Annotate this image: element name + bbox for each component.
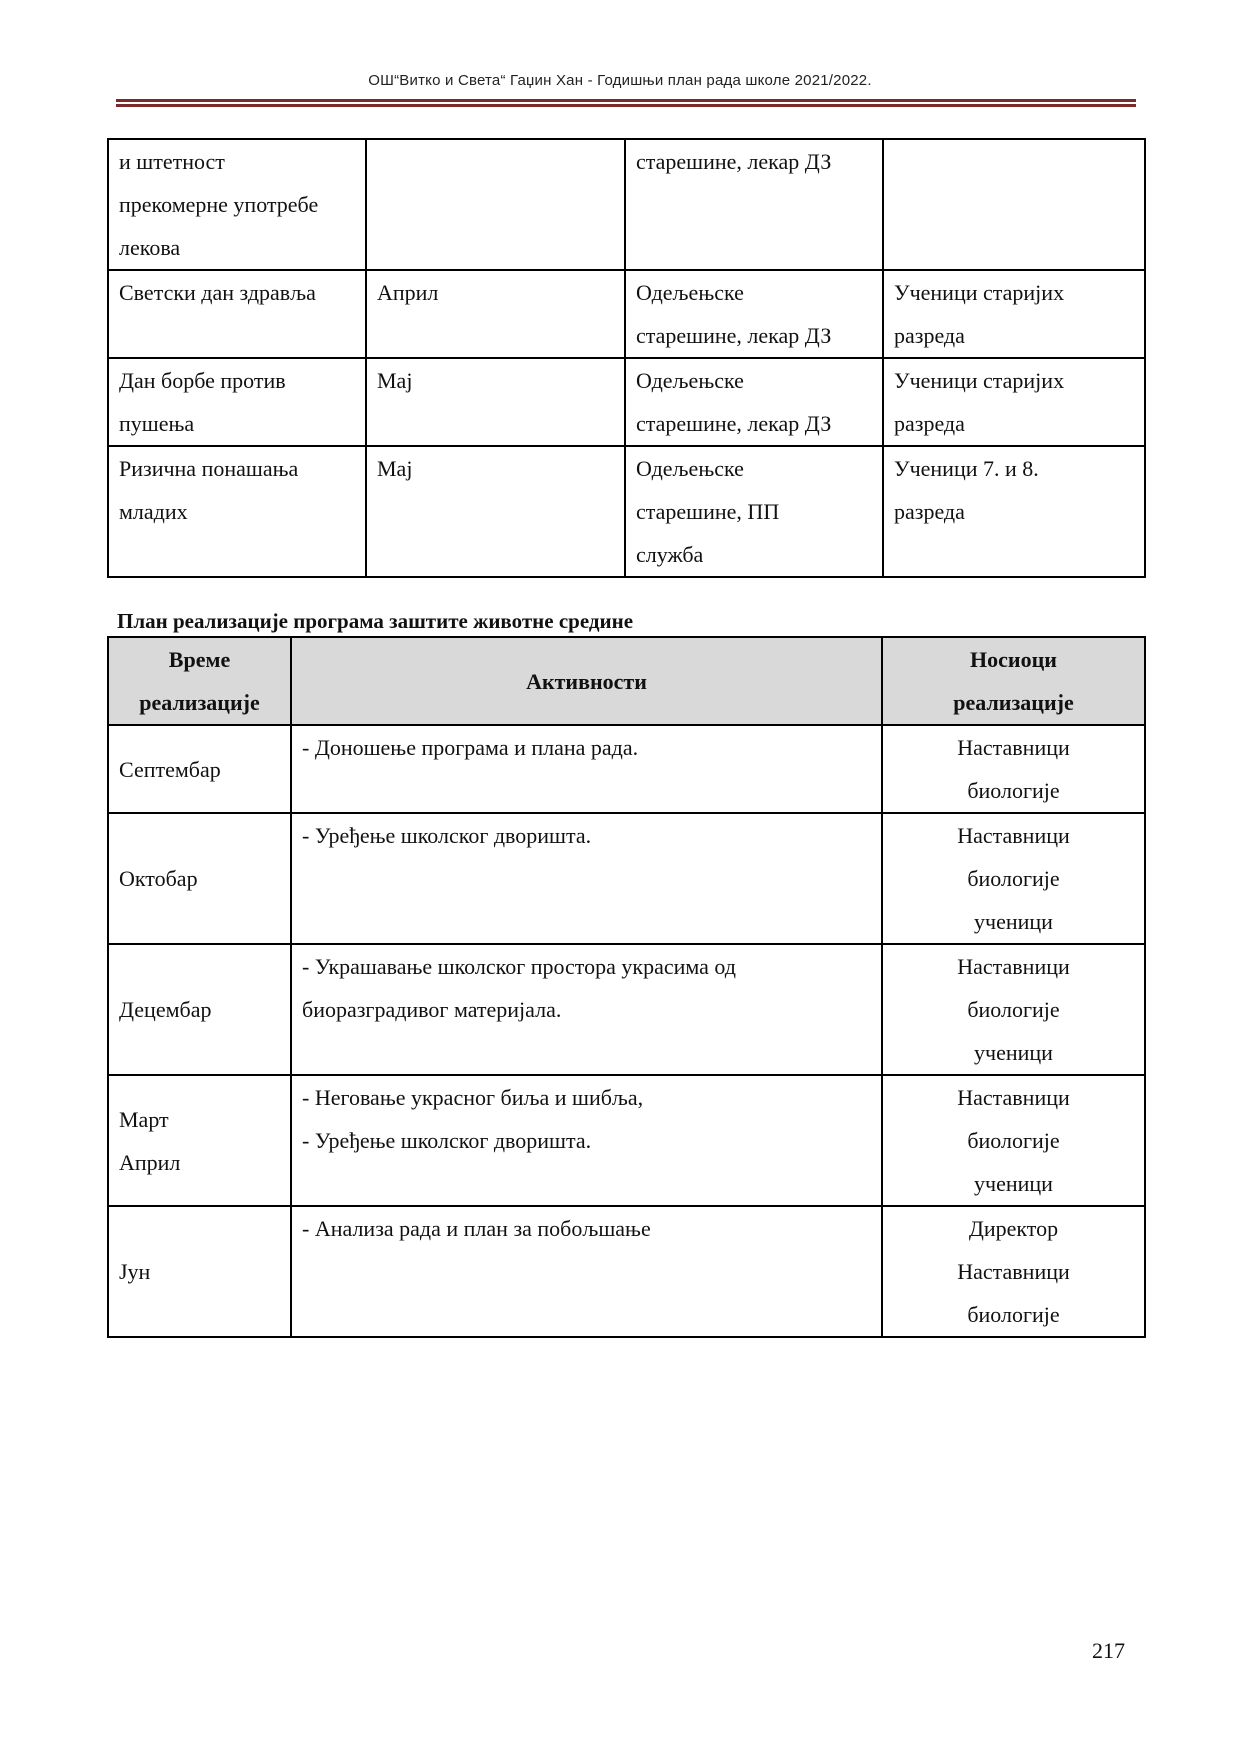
table-cell-activities (291, 813, 882, 944)
cell-text-line: Децембар (119, 997, 212, 1022)
table-cell-activities (291, 725, 882, 813)
cell-text-line: Дан борбе против (119, 368, 286, 393)
header-text-line: Носиоци (970, 647, 1057, 672)
cell-text-line: Наставници (957, 1259, 1070, 1284)
cell-text-line: разреда (894, 499, 965, 524)
table-row (108, 725, 1145, 813)
table-row (108, 446, 1145, 577)
header-text-line: Време (168, 647, 231, 672)
cell-text-line: служба (636, 542, 704, 567)
table-cell-time (108, 813, 291, 944)
table-row (108, 1206, 1145, 1337)
cell-text-line: биологије (967, 866, 1060, 891)
table-cell-col1 (108, 139, 366, 270)
cell-text-line: Наставници (957, 954, 1070, 979)
cell-text-line: Април (377, 280, 439, 305)
header-rule-top (116, 99, 1136, 102)
cell-text-line: - Анализа рада и план за побољшање (302, 1216, 651, 1241)
cell-text-line: - Уређење школског дворишта. (302, 823, 592, 848)
cell-text-line: Април (119, 1149, 181, 1175)
cell-text-line: Одељењске (636, 280, 744, 305)
cell-text-line: Октобар (119, 866, 198, 891)
cell-text-line: ученици (974, 1040, 1053, 1065)
table-cell-col1 (108, 358, 366, 446)
table-cell-activities (291, 1075, 882, 1206)
cell-text-line: - Уређење школског дворишта. (302, 1128, 592, 1153)
table-cell-time (108, 1075, 291, 1206)
cell-text-line: и штетност (119, 149, 225, 174)
table-row (108, 813, 1145, 944)
cell-text-line: Наставници (957, 823, 1070, 848)
cell-text-line: младих (119, 499, 188, 524)
table-cell-col1 (108, 446, 366, 577)
table-row (108, 944, 1145, 1075)
cell-text-line: - Доношење програма и плана рада. (302, 735, 639, 760)
cell-text-line: Светски дан здравља (119, 280, 316, 305)
table-cell-col3 (625, 270, 883, 358)
cell-text-line: биологије (967, 1128, 1060, 1153)
cell-text-line: Одељењске (636, 456, 744, 481)
table-cell-col4 (883, 270, 1145, 358)
cell-text-line: биологије (967, 1302, 1060, 1327)
table-row (108, 139, 1145, 270)
page-header-title: ОШ“Витко и Света“ Гаџин Хан - Годишњи план рада школе 2021/2022. (368, 72, 872, 89)
cell-text-line: разреда (894, 323, 965, 348)
cell-text-line: Ученици старијих (894, 368, 1065, 393)
page-number: 217 (1092, 1638, 1125, 1663)
table-cell-carriers (882, 813, 1145, 944)
section-title: План реализације програма заштите животне средине (117, 609, 634, 633)
table-row (108, 270, 1145, 358)
cell-text-line: ученици (974, 909, 1053, 934)
cell-text-line: Јун (119, 1259, 151, 1284)
table-cell-carriers (882, 725, 1145, 813)
table-cell-time (108, 944, 291, 1075)
cell-text-line: Ризична понашања (119, 456, 299, 481)
table-cell-carriers (882, 1206, 1145, 1337)
cell-text-line: биоразградивог материјала. (302, 997, 562, 1022)
cell-text-line: прекомерне употребе (119, 192, 319, 217)
header-carriers (882, 637, 1145, 725)
table-row (108, 1075, 1145, 1206)
cell-text-line: биологије (967, 997, 1060, 1022)
cell-text-line: старешине, ПП (636, 499, 780, 524)
cell-text-line: разреда (894, 411, 965, 436)
cell-text-line: Ученици 7. и 8. (894, 456, 1039, 481)
table-cell-activities (291, 1206, 882, 1337)
table-cell-carriers (882, 944, 1145, 1075)
table-cell-col2 (366, 139, 625, 270)
table-cell-col1 (108, 270, 366, 358)
table-cell-col3 (625, 358, 883, 446)
environment-plan-table (107, 636, 1146, 1338)
table-cell-activities (291, 944, 882, 1075)
cell-text-line: Септембар (119, 756, 221, 782)
cell-text-line: Наставници (957, 735, 1070, 760)
cell-text-line: Директор (968, 1216, 1059, 1241)
table-cell-col2 (366, 270, 625, 358)
cell-text-line: Мај (377, 456, 413, 481)
health-program-table (107, 138, 1146, 578)
cell-text-line: Март (119, 1106, 169, 1132)
cell-text-line: пушења (119, 411, 195, 436)
cell-text-line: Наставници (957, 1085, 1070, 1110)
cell-text-line: старешине, лекар ДЗ (636, 149, 832, 174)
table-cell-col4 (883, 358, 1145, 446)
cell-text-line: - Неговање украсног биља и шибља, (302, 1085, 644, 1110)
cell-text-line: - Украшавање школског простора украсима од (302, 954, 736, 979)
header-text-line: Активности (526, 668, 647, 694)
header-rule-bottom (116, 104, 1136, 107)
table-cell-col2 (366, 358, 625, 446)
header-activities (291, 637, 882, 725)
table-header-row (108, 637, 1145, 725)
cell-text-line: старешине, лекар ДЗ (636, 411, 832, 436)
cell-text-line: Ученици старијих (894, 280, 1065, 305)
table-cell-col3 (625, 139, 883, 270)
table-cell-col3 (625, 446, 883, 577)
header-text-line: реализације (139, 690, 260, 715)
table-cell-col2 (366, 446, 625, 577)
table-cell-carriers (882, 1075, 1145, 1206)
table-cell-time (108, 725, 291, 813)
cell-text-line: старешине, лекар ДЗ (636, 323, 832, 348)
cell-text-line: Одељењске (636, 368, 744, 393)
header-time (108, 637, 291, 725)
header-text-line: реализације (953, 690, 1074, 715)
table-row (108, 358, 1145, 446)
table-cell-col4 (883, 139, 1145, 270)
table-cell-col4 (883, 446, 1145, 577)
cell-text-line: биологије (967, 778, 1060, 803)
cell-text-line: Мај (377, 368, 413, 393)
table-cell-time (108, 1206, 291, 1337)
cell-text-line: ученици (974, 1171, 1053, 1196)
cell-text-line: лекова (119, 235, 181, 260)
